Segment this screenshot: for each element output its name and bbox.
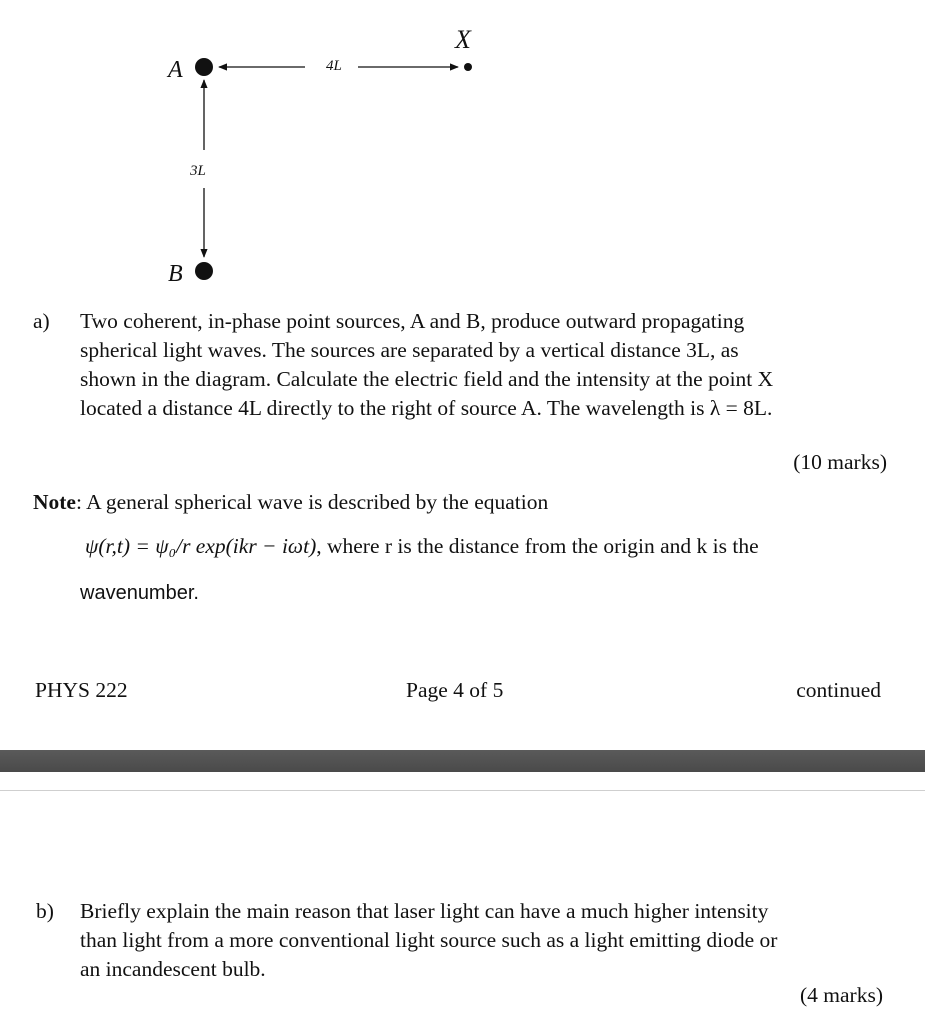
vertical-distance-label: 3L [190, 163, 206, 179]
part-b-line: an incandescent bulb. [80, 957, 266, 981]
footer-course: PHYS 222 [35, 678, 128, 702]
source-diagram [0, 0, 925, 300]
source-a-label: A [168, 57, 183, 83]
part-b-line: Briefly explain the main reason that laser light can have a much higher intensity [80, 899, 769, 923]
part-a-line: spherical light waves. The sources are separated by a vertical distance 3L, as [80, 338, 739, 362]
part-a-marks: (10 marks) [793, 450, 887, 474]
part-a-line: shown in the diagram. Calculate the electric field and the intensity at the point X [80, 367, 774, 391]
part-b-line: than light from a more conventional light source such as a light emitting diode or [80, 928, 778, 952]
note-continuation: , where r is the distance from the origin and k is the [316, 534, 759, 558]
part-b-question [80, 897, 910, 984]
part-a-line: Two coherent, in-phase point sources, A and B, produce outward propagating [80, 309, 745, 333]
page-top-rule [0, 790, 925, 791]
source-a-dot [195, 58, 213, 76]
note-intro-text: : A general spherical wave is described by the equation [75, 490, 549, 514]
footer-page-number: Page 4 of 5 [406, 678, 504, 702]
note-label: Note [33, 490, 76, 514]
note-intro [33, 488, 548, 517]
point-x-dot [464, 63, 472, 71]
part-a-question [80, 307, 910, 423]
part-b-marks: (4 marks) [800, 983, 883, 1007]
footer-continued: continued [796, 678, 881, 702]
part-b-label: b) [36, 899, 54, 923]
page-break-divider [0, 750, 925, 772]
source-b-dot [195, 262, 213, 280]
horizontal-distance-label: 4L [326, 58, 342, 74]
note-wavenumber: wavenumber. [80, 582, 199, 604]
part-a-line: located a distance 4L directly to the right of source A. The wavelength is λ = 8L. [80, 396, 773, 420]
part-a-label: a) [33, 309, 50, 333]
point-x-label: X [455, 25, 471, 54]
note-equation-line [85, 532, 759, 561]
spherical-wave-equation: ψ(r,t) = ψ₀/r exp(ikr − iωt) [85, 534, 317, 558]
source-b-label: B [168, 261, 183, 287]
